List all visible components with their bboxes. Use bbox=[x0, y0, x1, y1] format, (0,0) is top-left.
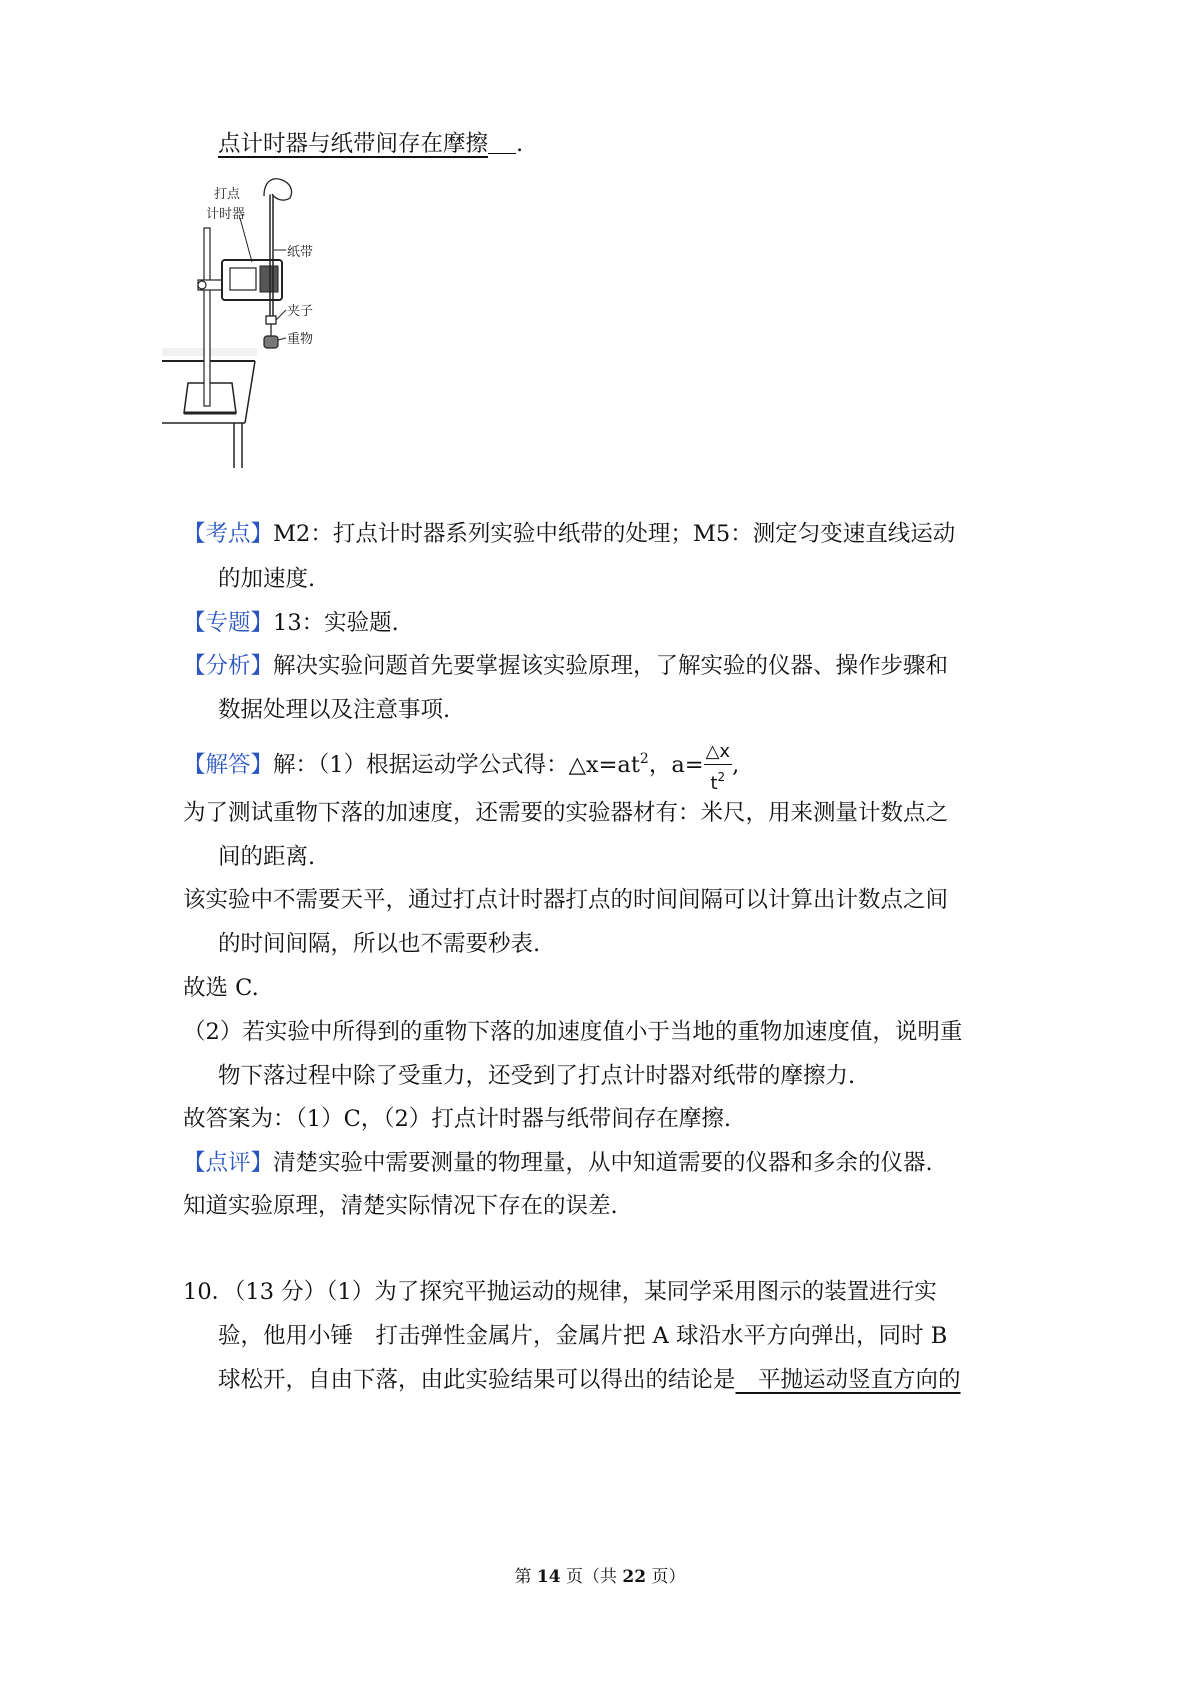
page-footer bbox=[0, 1562, 1200, 1587]
zhuanti-tag: 【专题】 bbox=[183, 610, 274, 636]
weight bbox=[264, 336, 278, 348]
body-line: （2）若实验中所得到的重物下落的加速度值小于当地的重物加速度值，说明重 bbox=[183, 1019, 963, 1045]
answer-period: . bbox=[516, 131, 524, 157]
body-line: 故选 C. bbox=[183, 975, 259, 1001]
acceleration-fraction bbox=[704, 740, 733, 796]
stand-rod bbox=[204, 228, 210, 406]
jieda-lead: 解：（1）根据运动学公式得：△x=at bbox=[273, 752, 640, 778]
answer-underlined: 点计时器与纸带间存在摩擦 bbox=[218, 131, 489, 157]
q10-line2: 验，他用小锤 打击弹性金属片，金属片把 A 球沿水平方向弹出，同时 B bbox=[218, 1323, 948, 1349]
body-line: 为了测试重物下落的加速度，还需要的实验器材有：米尺，用来测量计数点之 bbox=[183, 800, 949, 826]
label-timer-2: 计时器 bbox=[206, 207, 246, 222]
fenxi-text: 解决实验问题首先要掌握该实验原理，了解实验的仪器、操作步骤和 bbox=[273, 653, 949, 679]
table-side bbox=[245, 361, 255, 423]
kaodian-tag: 【考点】 bbox=[183, 521, 274, 547]
clip bbox=[266, 316, 276, 324]
jieda-mid: ，a= bbox=[648, 752, 704, 778]
fraction-numerator: △x bbox=[704, 740, 733, 765]
q10-line1: 10．（13 分）（1）为了探究平抛运动的规律，某同学采用图示的装置进行实 bbox=[183, 1279, 937, 1305]
hand-icon bbox=[264, 179, 292, 200]
timer-panel bbox=[230, 268, 256, 290]
label-tape: 纸带 bbox=[287, 245, 314, 260]
experiment-figure bbox=[160, 168, 360, 468]
q10-line3 bbox=[218, 1364, 961, 1396]
denominator-exponent: 2 bbox=[717, 770, 726, 784]
footer-total-pages: 22 bbox=[622, 1567, 647, 1587]
footer-page-number: 14 bbox=[536, 1567, 561, 1587]
fenxi-line1 bbox=[183, 650, 948, 682]
jieda-sup: 2 bbox=[639, 751, 649, 767]
q10-line3-plain: 球松开，自由下落，由此实验结果可以得出的结论是 bbox=[218, 1367, 736, 1393]
kaodian-line1 bbox=[183, 518, 955, 550]
timer-coil bbox=[260, 266, 278, 292]
q10-answer-underlined: 平抛运动竖直方向的 bbox=[735, 1367, 961, 1393]
footer-post: 页） bbox=[646, 1567, 686, 1587]
jieda-line bbox=[183, 738, 739, 794]
denominator-base: t bbox=[710, 773, 718, 794]
leader-line bbox=[278, 338, 286, 340]
label-timer-1: 打点 bbox=[214, 187, 241, 202]
dianping-line bbox=[183, 1147, 933, 1179]
closing-line: 知道实验原理，清楚实际情况下存在的误差. bbox=[183, 1193, 618, 1219]
fenxi-line2: 数据处理以及注意事项. bbox=[218, 697, 451, 723]
answer-continuation bbox=[218, 128, 523, 160]
footer-pre: 第 bbox=[514, 1567, 537, 1587]
jieda-tag: 【解答】 bbox=[183, 752, 274, 778]
label-clip: 夹子 bbox=[287, 304, 314, 319]
zhuanti-line bbox=[183, 607, 399, 639]
leader-line bbox=[276, 310, 286, 320]
footer-mid: 页（共 bbox=[560, 1567, 623, 1587]
body-line: 的时间间隔，所以也不需要秒表. bbox=[218, 931, 541, 957]
body-line: 物下落过程中除了受重力，还受到了打点计时器对纸带的摩擦力. bbox=[218, 1063, 856, 1089]
fraction-denominator bbox=[704, 765, 733, 796]
answer-blank bbox=[488, 131, 516, 154]
body-line: 该实验中不需要天平，通过打点计时器打点的时间间隔可以计算出计数点之间 bbox=[183, 887, 949, 913]
label-weight: 重物 bbox=[287, 332, 314, 347]
leader-line bbox=[240, 218, 252, 262]
kaodian-line2: 的加速度. bbox=[218, 566, 316, 592]
dianping-tag: 【点评】 bbox=[183, 1150, 274, 1176]
jieda-end: , bbox=[732, 752, 740, 778]
body-line: 间的距离. bbox=[218, 844, 316, 870]
zhuanti-text: 13：实验题. bbox=[273, 610, 399, 636]
body-line: 故答案为：（1）C，（2）打点计时器与纸带间存在摩擦. bbox=[183, 1106, 731, 1132]
kaodian-text: M2：打点计时器系列实验中纸带的处理；M5：测定匀变速直线运动 bbox=[273, 521, 956, 547]
clamp-knob bbox=[198, 281, 206, 289]
fenxi-tag: 【分析】 bbox=[183, 653, 274, 679]
dianping-text: 清楚实验中需要测量的物理量，从中知道需要的仪器和多余的仪器. bbox=[273, 1150, 933, 1176]
